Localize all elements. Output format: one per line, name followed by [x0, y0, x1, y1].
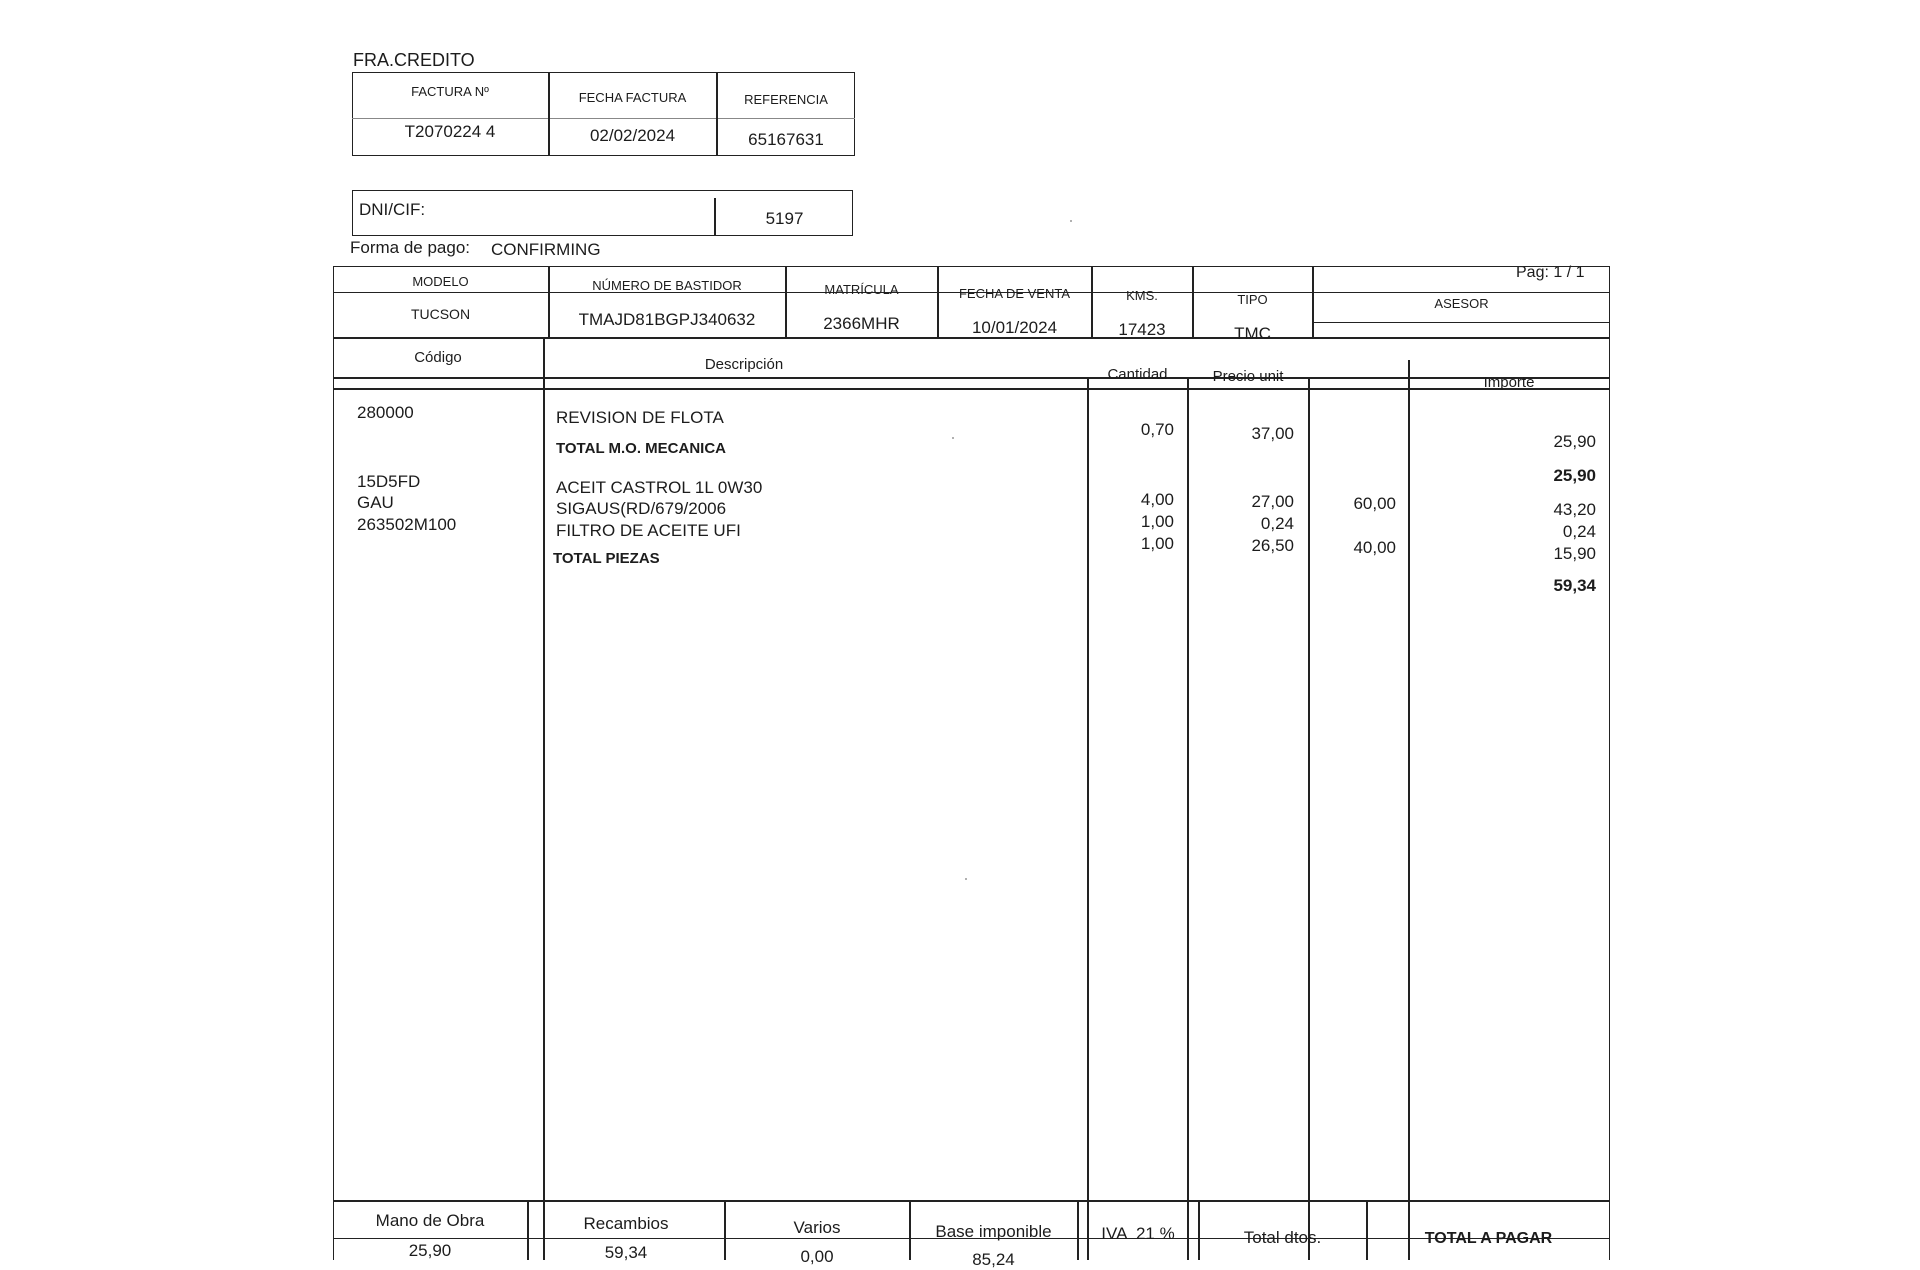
part-codigo: 15D5FD — [357, 472, 421, 491]
matricula-value: 2366MHR — [823, 314, 900, 333]
dni-value: 5197 — [765, 209, 804, 228]
payment-value: CONFIRMING — [491, 240, 601, 259]
cantidad-header: Cantidad — [1107, 366, 1168, 383]
recambios-label: Recambios — [583, 1214, 669, 1233]
asesor-label: ASESOR — [1434, 296, 1489, 311]
fecha-venta-value: 10/01/2024 — [971, 318, 1058, 337]
labor-descripcion: REVISION DE FLOTA — [556, 408, 724, 427]
total-a-pagar-label: TOTAL A PAGAR — [1424, 1230, 1553, 1247]
labor-precio: 37,00 — [1251, 424, 1294, 443]
bastidor-label: NÚMERO DE BASTIDOR — [592, 278, 742, 293]
part-descripcion: ACEIT CASTROL 1L 0W30 — [556, 478, 763, 497]
kms-label: KMS. — [1126, 288, 1158, 303]
dni-label: DNI/CIF: — [359, 200, 426, 219]
fecha-factura-label: FECHA FACTURA — [578, 90, 687, 105]
part-precio: 26,50 — [1251, 536, 1294, 555]
labor-total-label: TOTAL M.O. MECANICA — [556, 440, 726, 457]
fecha-factura-value: 02/02/2024 — [589, 126, 676, 145]
fecha-venta-label: FECHA DE VENTA — [958, 286, 1070, 301]
importe-header: Importe — [1483, 374, 1535, 391]
total-dtos-label: Total dtos. — [1243, 1228, 1322, 1247]
part-importe: 15,90 — [1553, 544, 1596, 563]
part-descripcion: SIGAUS(RD/679/2006 — [556, 499, 727, 518]
parts-total: 59,34 — [1553, 576, 1596, 595]
factura-label: FACTURA Nº — [411, 84, 489, 99]
codigo-header: Código — [414, 349, 462, 366]
mano-obra-label: Mano de Obra — [375, 1211, 485, 1230]
modelo-label: MODELO — [412, 274, 469, 289]
part-cantidad: 1,00 — [1140, 534, 1174, 553]
bastidor-value: TMAJD81BGPJ340632 — [578, 310, 756, 329]
iva-label: IVA 21 % — [1101, 1224, 1175, 1243]
part-importe: 0,24 — [1562, 522, 1596, 541]
page-number: Pag: 1 / 1 — [1516, 264, 1585, 281]
part-importe: 43,20 — [1553, 500, 1596, 519]
referencia-value: 65167631 — [748, 130, 824, 149]
tipo-value: TMC — [1234, 324, 1271, 343]
recambios-value: 59,34 — [604, 1243, 648, 1262]
labor-codigo: 280000 — [357, 403, 414, 422]
referencia-label: REFERENCIA — [744, 92, 828, 107]
part-cantidad: 1,00 — [1140, 512, 1174, 531]
kms-value: 17423 — [1118, 320, 1166, 339]
part-precio: 0,24 — [1260, 514, 1294, 533]
modelo-value: TUCSON — [410, 306, 471, 322]
labor-total: 25,90 — [1553, 466, 1596, 485]
labor-importe: 25,90 — [1553, 432, 1596, 451]
base-value: 85,24 — [972, 1250, 1015, 1269]
varios-label: Varios — [793, 1218, 841, 1237]
part-cantidad: 4,00 — [1140, 490, 1174, 509]
payment-label: Forma de pago: — [350, 238, 471, 257]
part-dto: 60,00 — [1353, 494, 1396, 513]
invoice-type-title: FRA.CREDITO — [353, 50, 475, 70]
part-codigo: GAU — [357, 493, 394, 512]
scan-speck — [1070, 220, 1072, 222]
mano-obra-value: 25,90 — [408, 1241, 452, 1260]
factura-value: T2070224 4 — [404, 122, 496, 141]
varios-value: 0,00 — [800, 1247, 834, 1266]
descripcion-header: Descripción — [704, 356, 784, 373]
parts-total-label: TOTAL PIEZAS — [553, 550, 660, 567]
part-precio: 27,00 — [1251, 492, 1294, 511]
matricula-label: MATRÍCULA — [824, 282, 899, 297]
scan-speck — [952, 437, 954, 439]
part-dto: 40,00 — [1353, 538, 1396, 557]
part-descripcion: FILTRO DE ACEITE UFI — [556, 521, 741, 540]
labor-cantidad: 0,70 — [1140, 420, 1174, 439]
precio-header: Precio unit — [1212, 368, 1284, 385]
scan-speck — [965, 878, 967, 880]
tipo-label: TIPO — [1237, 292, 1268, 307]
base-label: Base imponible — [935, 1222, 1052, 1241]
items-table — [333, 266, 1610, 1260]
part-codigo: 263502M100 — [357, 515, 457, 534]
